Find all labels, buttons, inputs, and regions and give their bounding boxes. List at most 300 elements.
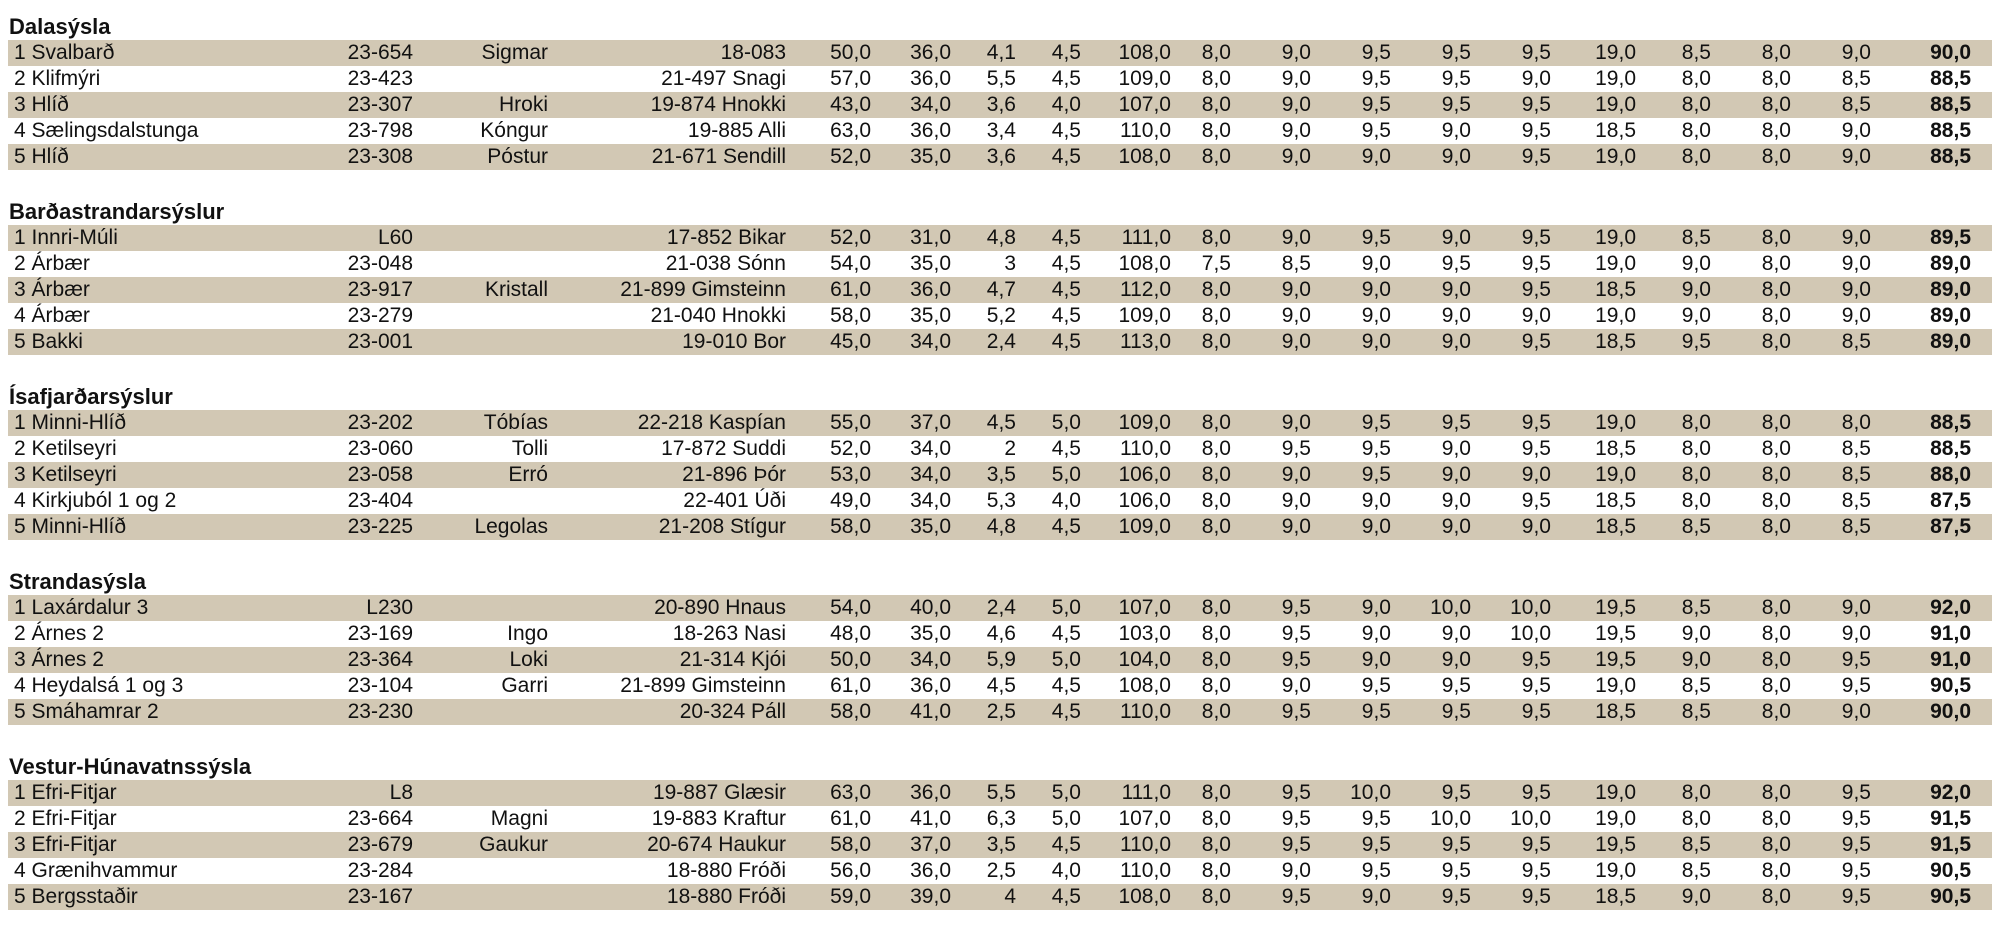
lamb-id: 23-104 bbox=[347, 674, 413, 697]
lamb-id: 23-001 bbox=[347, 330, 413, 353]
score-cell: 8,0 bbox=[1681, 119, 1711, 142]
table-row bbox=[8, 410, 1992, 436]
score-cell: 9,5 bbox=[1521, 252, 1551, 275]
score-cell: 110,0 bbox=[1120, 700, 1171, 723]
score-cell: 9,0 bbox=[1281, 93, 1311, 116]
sire: 22-401 Úði bbox=[683, 489, 786, 512]
score-cell: 9,0 bbox=[1281, 119, 1311, 142]
score-cell: 9,5 bbox=[1841, 885, 1871, 908]
farm-name: 2 Ketilseyri bbox=[14, 437, 117, 460]
score-cell: 9,0 bbox=[1841, 304, 1871, 327]
score-cell: 4,5 bbox=[1051, 674, 1081, 697]
farm-name: 1 Innri-Múli bbox=[14, 226, 118, 249]
total-score: 88,5 bbox=[1930, 67, 1971, 90]
score-cell: 34,0 bbox=[910, 489, 951, 512]
farm-name: 4 Kirkjuból 1 og 2 bbox=[14, 489, 177, 512]
score-cell: 103,0 bbox=[1118, 622, 1171, 645]
total-score: 90,5 bbox=[1930, 885, 1971, 908]
score-cell: 9,0 bbox=[1441, 304, 1471, 327]
score-cell: 107,0 bbox=[1118, 596, 1171, 619]
lamb-id: 23-798 bbox=[347, 119, 413, 142]
table-row bbox=[8, 277, 1992, 303]
score-cell: 19,0 bbox=[1595, 781, 1636, 804]
score-cell: 18,5 bbox=[1595, 885, 1636, 908]
sire: 21-899 Gimsteinn bbox=[620, 674, 786, 697]
score-cell: 9,5 bbox=[1361, 833, 1391, 856]
score-cell: 10,0 bbox=[1430, 596, 1471, 619]
score-cell: 8,0 bbox=[1201, 463, 1231, 486]
score-cell: 9,5 bbox=[1521, 411, 1551, 434]
lamb-id: 23-308 bbox=[347, 145, 413, 168]
score-cell: 8,0 bbox=[1761, 781, 1791, 804]
score-cell: 8,0 bbox=[1761, 278, 1791, 301]
score-cell: 8,0 bbox=[1761, 437, 1791, 460]
table-row bbox=[8, 92, 1992, 118]
score-cell: 9,0 bbox=[1681, 252, 1711, 275]
score-cell: 9,0 bbox=[1841, 700, 1871, 723]
score-cell: 8,5 bbox=[1281, 252, 1311, 275]
lamb-id: 23-284 bbox=[347, 859, 413, 882]
score-cell: 18,5 bbox=[1595, 330, 1636, 353]
score-cell: 9,0 bbox=[1841, 252, 1871, 275]
score-cell: 9,0 bbox=[1361, 145, 1391, 168]
score-cell: 5,0 bbox=[1051, 781, 1081, 804]
score-cell: 8,0 bbox=[1201, 781, 1231, 804]
score-cell: 54,0 bbox=[830, 596, 871, 619]
score-cell: 8,0 bbox=[1201, 885, 1231, 908]
score-cell: 4,5 bbox=[1051, 833, 1081, 856]
score-cell: 9,5 bbox=[1521, 437, 1551, 460]
total-score: 90,5 bbox=[1930, 674, 1971, 697]
score-cell: 9,5 bbox=[1441, 833, 1471, 856]
score-cell: 9,5 bbox=[1521, 119, 1551, 142]
score-cell: 19,5 bbox=[1595, 833, 1636, 856]
score-cell: 110,0 bbox=[1120, 833, 1171, 856]
score-cell: 5,9 bbox=[986, 648, 1016, 671]
score-cell: 4,0 bbox=[1051, 489, 1081, 512]
score-cell: 112,0 bbox=[1120, 278, 1171, 301]
score-cell: 8,0 bbox=[1201, 807, 1231, 830]
score-cell: 8,0 bbox=[1201, 833, 1231, 856]
score-cell: 4,5 bbox=[1051, 252, 1081, 275]
score-cell: 9,5 bbox=[1441, 674, 1471, 697]
score-cell: 4,5 bbox=[1051, 437, 1081, 460]
score-cell: 109,0 bbox=[1118, 515, 1171, 538]
region-section bbox=[8, 752, 1992, 910]
score-cell: 10,0 bbox=[1510, 622, 1551, 645]
score-cell: 36,0 bbox=[910, 781, 951, 804]
score-cell: 9,5 bbox=[1441, 885, 1471, 908]
score-cell: 8,0 bbox=[1681, 489, 1711, 512]
score-cell: 63,0 bbox=[830, 119, 871, 142]
score-cell: 9,5 bbox=[1281, 807, 1311, 830]
score-cell: 2 bbox=[1004, 437, 1016, 460]
score-cell: 9,0 bbox=[1521, 67, 1551, 90]
score-cell: 36,0 bbox=[910, 859, 951, 882]
farm-name: 2 Efri-Fitjar bbox=[14, 807, 117, 830]
lamb-name: Loki bbox=[509, 648, 548, 671]
score-cell: 107,0 bbox=[1118, 807, 1171, 830]
score-cell: 8,0 bbox=[1841, 411, 1871, 434]
score-cell: 8,0 bbox=[1201, 648, 1231, 671]
score-cell: 9,5 bbox=[1441, 67, 1471, 90]
score-cell: 56,0 bbox=[830, 859, 871, 882]
score-cell: 8,0 bbox=[1761, 41, 1791, 64]
score-cell: 18,5 bbox=[1595, 437, 1636, 460]
score-cell: 5,5 bbox=[986, 67, 1016, 90]
score-cell: 9,0 bbox=[1441, 489, 1471, 512]
sire: 19-887 Glæsir bbox=[652, 781, 786, 804]
score-cell: 49,0 bbox=[830, 489, 871, 512]
lamb-id: 23-167 bbox=[347, 885, 413, 908]
farm-name: 1 Minni-Hlíð bbox=[14, 411, 127, 434]
farm-name: 5 Bakki bbox=[14, 330, 83, 353]
score-cell: 8,0 bbox=[1761, 648, 1791, 671]
score-cell: 10,0 bbox=[1430, 807, 1471, 830]
score-cell: 8,0 bbox=[1201, 119, 1231, 142]
score-cell: 4,1 bbox=[986, 41, 1016, 64]
score-cell: 2,5 bbox=[986, 700, 1016, 723]
table-row bbox=[8, 225, 1992, 251]
farm-name: 4 Heydalsá 1 og 3 bbox=[14, 674, 184, 697]
total-score: 88,5 bbox=[1930, 145, 1971, 168]
score-cell: 8,0 bbox=[1201, 700, 1231, 723]
score-cell: 8,0 bbox=[1201, 278, 1231, 301]
score-cell: 9,5 bbox=[1521, 700, 1551, 723]
score-cell: 9,0 bbox=[1361, 622, 1391, 645]
total-score: 88,5 bbox=[1930, 437, 1971, 460]
score-cell: 9,0 bbox=[1441, 622, 1471, 645]
total-score: 88,5 bbox=[1930, 93, 1971, 116]
score-cell: 9,5 bbox=[1361, 437, 1391, 460]
score-cell: 52,0 bbox=[830, 226, 871, 249]
score-cell: 9,0 bbox=[1361, 330, 1391, 353]
score-cell: 34,0 bbox=[910, 648, 951, 671]
score-cell: 9,5 bbox=[1361, 463, 1391, 486]
table-row bbox=[8, 699, 1992, 725]
table-row bbox=[8, 595, 1992, 621]
score-cell: 9,0 bbox=[1441, 515, 1471, 538]
score-cell: 8,0 bbox=[1681, 145, 1711, 168]
score-cell: 9,5 bbox=[1441, 859, 1471, 882]
score-cell: 9,0 bbox=[1361, 278, 1391, 301]
score-cell: 8,0 bbox=[1761, 833, 1791, 856]
score-cell: 8,5 bbox=[1841, 330, 1871, 353]
score-cell: 4,5 bbox=[1051, 885, 1081, 908]
score-cell: 9,5 bbox=[1521, 885, 1551, 908]
total-score: 91,0 bbox=[1930, 648, 1971, 671]
farm-name: 3 Ketilseyri bbox=[14, 463, 117, 486]
score-cell: 9,5 bbox=[1281, 833, 1311, 856]
total-score: 91,5 bbox=[1930, 807, 1971, 830]
score-cell: 8,0 bbox=[1761, 674, 1791, 697]
table-row bbox=[8, 303, 1992, 329]
table-row bbox=[8, 462, 1992, 488]
score-cell: 8,0 bbox=[1761, 252, 1791, 275]
score-cell: 8,0 bbox=[1201, 411, 1231, 434]
score-cell: 19,5 bbox=[1595, 648, 1636, 671]
score-cell: 9,0 bbox=[1281, 489, 1311, 512]
score-cell: 61,0 bbox=[830, 807, 871, 830]
score-cell: 4,5 bbox=[1051, 330, 1081, 353]
score-cell: 10,0 bbox=[1350, 781, 1391, 804]
table-row bbox=[8, 40, 1992, 66]
score-cell: 18,5 bbox=[1595, 700, 1636, 723]
score-cell: 7,5 bbox=[1201, 252, 1231, 275]
score-cell: 9,0 bbox=[1281, 226, 1311, 249]
sire: 17-872 Suddi bbox=[661, 437, 786, 460]
lamb-name: Póstur bbox=[487, 145, 548, 168]
total-score: 90,0 bbox=[1930, 41, 1971, 64]
score-cell: 8,0 bbox=[1761, 700, 1791, 723]
score-cell: 41,0 bbox=[910, 700, 951, 723]
farm-name: 4 Árbær bbox=[14, 304, 90, 327]
region-title: Dalasýsla bbox=[9, 14, 111, 39]
score-cell: 9,5 bbox=[1441, 700, 1471, 723]
score-cell: 19,0 bbox=[1595, 463, 1636, 486]
score-cell: 8,0 bbox=[1201, 674, 1231, 697]
score-cell: 9,0 bbox=[1841, 119, 1871, 142]
farm-name: 3 Hlíð bbox=[14, 93, 69, 116]
score-cell: 19,0 bbox=[1595, 674, 1636, 697]
sire: 18-880 Fróði bbox=[666, 885, 786, 908]
lamb-id: L60 bbox=[377, 226, 413, 249]
score-cell: 5,0 bbox=[1051, 648, 1081, 671]
score-cell: 34,0 bbox=[910, 330, 951, 353]
lamb-id: L8 bbox=[389, 781, 413, 804]
score-cell: 58,0 bbox=[830, 833, 871, 856]
score-cell: 9,0 bbox=[1361, 489, 1391, 512]
score-cell: 9,0 bbox=[1841, 622, 1871, 645]
score-cell: 19,0 bbox=[1595, 145, 1636, 168]
farm-name: 1 Laxárdalur 3 bbox=[14, 596, 149, 619]
score-cell: 9,0 bbox=[1281, 515, 1311, 538]
score-cell: 8,5 bbox=[1841, 515, 1871, 538]
score-cell: 8,0 bbox=[1761, 463, 1791, 486]
score-cell: 8,0 bbox=[1761, 515, 1791, 538]
total-score: 89,0 bbox=[1930, 304, 1971, 327]
sire: 20-324 Páll bbox=[679, 700, 786, 723]
sire: 18-880 Fróði bbox=[666, 859, 786, 882]
score-cell: 19,0 bbox=[1595, 859, 1636, 882]
region-title: Strandasýsla bbox=[9, 569, 146, 594]
score-cell: 8,0 bbox=[1201, 437, 1231, 460]
lamb-id: 23-279 bbox=[347, 304, 413, 327]
farm-name: 5 Bergsstaðir bbox=[14, 885, 138, 908]
score-cell: 10,0 bbox=[1510, 807, 1551, 830]
score-cell: 9,0 bbox=[1281, 67, 1311, 90]
table-row bbox=[8, 436, 1992, 462]
score-cell: 18,5 bbox=[1595, 489, 1636, 512]
score-cell: 8,0 bbox=[1681, 781, 1711, 804]
score-cell: 8,0 bbox=[1681, 67, 1711, 90]
score-cell: 9,0 bbox=[1441, 278, 1471, 301]
score-cell: 9,5 bbox=[1841, 807, 1871, 830]
score-cell: 9,0 bbox=[1281, 41, 1311, 64]
score-cell: 8,5 bbox=[1841, 489, 1871, 512]
sire: 21-208 Stígur bbox=[658, 515, 786, 538]
score-cell: 9,0 bbox=[1361, 252, 1391, 275]
score-cell: 43,0 bbox=[830, 93, 871, 116]
total-score: 91,0 bbox=[1930, 622, 1971, 645]
score-cell: 9,0 bbox=[1441, 145, 1471, 168]
score-cell: 9,5 bbox=[1361, 700, 1391, 723]
score-cell: 8,0 bbox=[1761, 807, 1791, 830]
score-cell: 4,7 bbox=[986, 278, 1016, 301]
total-score: 91,5 bbox=[1930, 833, 1971, 856]
lamb-name: Kristall bbox=[484, 278, 548, 301]
score-cell: 18,5 bbox=[1595, 278, 1636, 301]
table-row bbox=[8, 329, 1992, 355]
farm-name: 3 Efri-Fitjar bbox=[14, 833, 117, 856]
score-cell: 9,0 bbox=[1441, 648, 1471, 671]
score-cell: 9,0 bbox=[1681, 622, 1711, 645]
table-row bbox=[8, 251, 1992, 277]
score-cell: 4,5 bbox=[1051, 515, 1081, 538]
score-cell: 50,0 bbox=[830, 41, 871, 64]
score-cell: 9,0 bbox=[1281, 304, 1311, 327]
score-cell: 8,0 bbox=[1201, 622, 1231, 645]
table-row bbox=[8, 806, 1992, 832]
sire: 19-885 Alli bbox=[687, 119, 786, 142]
score-cell: 4,5 bbox=[1051, 278, 1081, 301]
score-cell: 3,5 bbox=[986, 463, 1016, 486]
sire: 21-899 Gimsteinn bbox=[620, 278, 786, 301]
score-cell: 9,5 bbox=[1361, 674, 1391, 697]
score-cell: 9,5 bbox=[1521, 93, 1551, 116]
sire: 20-890 Hnaus bbox=[654, 596, 786, 619]
score-cell: 8,0 bbox=[1681, 411, 1711, 434]
score-cell: 19,0 bbox=[1595, 67, 1636, 90]
score-cell: 19,0 bbox=[1595, 41, 1636, 64]
score-cell: 9,0 bbox=[1841, 41, 1871, 64]
score-cell: 4,5 bbox=[1051, 41, 1081, 64]
score-cell: 9,0 bbox=[1441, 226, 1471, 249]
score-cell: 9,5 bbox=[1361, 119, 1391, 142]
score-cell: 8,5 bbox=[1841, 463, 1871, 486]
region-title: Ísafjarðarsýslur bbox=[9, 384, 173, 409]
score-cell: 35,0 bbox=[910, 622, 951, 645]
score-cell: 8,0 bbox=[1761, 489, 1791, 512]
lamb-id: L230 bbox=[366, 596, 413, 619]
score-cell: 9,5 bbox=[1841, 648, 1871, 671]
sire: 21-671 Sendill bbox=[651, 145, 786, 168]
lamb-id: 23-679 bbox=[347, 833, 413, 856]
score-cell: 19,0 bbox=[1595, 807, 1636, 830]
score-cell: 8,0 bbox=[1201, 67, 1231, 90]
score-cell: 8,0 bbox=[1761, 596, 1791, 619]
score-cell: 9,0 bbox=[1441, 119, 1471, 142]
score-cell: 4,5 bbox=[986, 411, 1016, 434]
score-cell: 4,6 bbox=[986, 622, 1016, 645]
score-cell: 108,0 bbox=[1118, 252, 1171, 275]
region-section bbox=[8, 12, 1992, 170]
score-cell: 9,5 bbox=[1521, 489, 1551, 512]
sire: 21-314 Kjói bbox=[679, 648, 786, 671]
score-cell: 9,5 bbox=[1361, 67, 1391, 90]
score-cell: 9,0 bbox=[1281, 859, 1311, 882]
score-cell: 9,5 bbox=[1281, 700, 1311, 723]
score-cell: 9,0 bbox=[1681, 278, 1711, 301]
score-cell: 19,5 bbox=[1595, 596, 1636, 619]
score-cell: 4,5 bbox=[1051, 700, 1081, 723]
score-cell: 8,0 bbox=[1681, 807, 1711, 830]
lamb-id: 23-917 bbox=[347, 278, 413, 301]
score-cell: 9,5 bbox=[1281, 781, 1311, 804]
sire: 19-874 Hnokki bbox=[650, 93, 786, 116]
sire: 17-852 Bikar bbox=[666, 226, 786, 249]
score-cell: 9,0 bbox=[1361, 304, 1391, 327]
farm-name: 2 Klifmýri bbox=[14, 67, 101, 90]
score-cell: 8,5 bbox=[1681, 859, 1711, 882]
lamb-name: Erró bbox=[508, 463, 548, 486]
score-cell: 9,5 bbox=[1441, 41, 1471, 64]
score-cell: 35,0 bbox=[910, 145, 951, 168]
table-row bbox=[8, 832, 1992, 858]
sire: 19-010 Bor bbox=[682, 330, 786, 353]
sire: 21-040 Hnokki bbox=[650, 304, 786, 327]
score-cell: 110,0 bbox=[1120, 859, 1171, 882]
score-cell: 108,0 bbox=[1118, 674, 1171, 697]
score-cell: 52,0 bbox=[830, 437, 871, 460]
score-cell: 8,0 bbox=[1761, 622, 1791, 645]
score-cell: 9,5 bbox=[1281, 648, 1311, 671]
table-row bbox=[8, 118, 1992, 144]
score-cell: 2,4 bbox=[986, 330, 1016, 353]
score-cell: 9,0 bbox=[1361, 885, 1391, 908]
total-score: 88,5 bbox=[1930, 411, 1971, 434]
score-cell: 9,5 bbox=[1441, 252, 1471, 275]
lamb-id: 23-048 bbox=[347, 252, 413, 275]
score-cell: 9,0 bbox=[1681, 304, 1711, 327]
total-score: 87,5 bbox=[1930, 489, 1971, 512]
score-cell: 61,0 bbox=[830, 674, 871, 697]
sire: 21-038 Sónn bbox=[665, 252, 786, 275]
score-cell: 9,5 bbox=[1521, 833, 1551, 856]
score-cell: 8,0 bbox=[1761, 411, 1791, 434]
score-cell: 111,0 bbox=[1121, 226, 1171, 249]
score-cell: 8,0 bbox=[1761, 67, 1791, 90]
score-cell: 8,0 bbox=[1201, 859, 1231, 882]
score-cell: 58,0 bbox=[830, 304, 871, 327]
score-cell: 9,5 bbox=[1521, 41, 1551, 64]
score-cell: 55,0 bbox=[830, 411, 871, 434]
lamb-name: Ingo bbox=[507, 622, 548, 645]
score-cell: 4,0 bbox=[1051, 93, 1081, 116]
score-cell: 6,3 bbox=[986, 807, 1016, 830]
table-row bbox=[8, 144, 1992, 170]
score-cell: 110,0 bbox=[1120, 119, 1171, 142]
sire: 21-896 Þór bbox=[682, 463, 786, 486]
score-cell: 37,0 bbox=[910, 411, 951, 434]
total-score: 89,0 bbox=[1930, 330, 1971, 353]
farm-name: 1 Efri-Fitjar bbox=[14, 781, 117, 804]
table-row bbox=[8, 621, 1992, 647]
score-cell: 9,5 bbox=[1361, 93, 1391, 116]
score-cell: 104,0 bbox=[1118, 648, 1171, 671]
table-row bbox=[8, 884, 1992, 910]
lamb-id: 23-423 bbox=[347, 67, 413, 90]
score-cell: 9,0 bbox=[1361, 648, 1391, 671]
lamb-id: 23-202 bbox=[347, 411, 413, 434]
lamb-id: 23-169 bbox=[347, 622, 413, 645]
score-cell: 8,5 bbox=[1681, 833, 1711, 856]
score-cell: 9,5 bbox=[1281, 437, 1311, 460]
score-cell: 9,0 bbox=[1441, 330, 1471, 353]
score-cell: 3 bbox=[1004, 252, 1016, 275]
score-cell: 63,0 bbox=[830, 781, 871, 804]
table-row bbox=[8, 514, 1992, 540]
